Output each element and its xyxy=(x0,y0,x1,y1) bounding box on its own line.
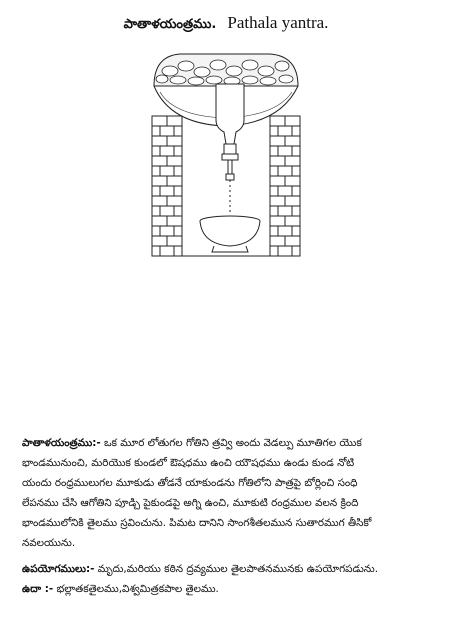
inner-bottle xyxy=(216,84,244,180)
page-title xyxy=(0,13,452,35)
title-telugu: పాతాళయంత్రము. xyxy=(123,17,217,32)
left-brick-wall xyxy=(152,116,182,256)
title-english: Pathala yantra. xyxy=(227,13,329,32)
uses-line: ఉపయోగములు:- మృదు,మరియు కఠిన ద్రవ్యముల తైలపాతనమునకు ఉపయోగపడును. xyxy=(22,563,379,575)
description-line-1: పాతాళయంత్రము:- ఒక మూర లోతుగల గోతిని త్రవ్వి అందు వెడల్పు మూతిగల యొక xyxy=(22,437,362,449)
description-line-6: నవలయును. xyxy=(22,537,76,549)
pathala-yantra-illustration xyxy=(140,46,310,266)
description-line-3: యందు రంధ్రములుగల మూకుడు తోడనే యాకుండను గోతిలోని పాత్రపై బోర్లించి సంధి xyxy=(22,477,358,489)
receiving-bowl xyxy=(200,216,260,252)
description-line-2: భాండమునుంచి, మరియొక కుండలో ఔషధము ఉంచి యౌషధము ఉండు కుండ నోటి xyxy=(22,457,355,469)
description-line-4: లేపనము చేసి ఆగోతిని పూడ్చి పైకుండపై అగ్ని ఉంచి, మూకుటి రంధ్రముల వలన క్రింది xyxy=(22,497,359,509)
description-block xyxy=(22,433,434,599)
right-brick-wall xyxy=(270,116,300,256)
description-label: పాతాళయంత్రము:- xyxy=(22,437,101,449)
example-label: ఉదా :- xyxy=(22,583,54,595)
uses-label: ఉపయోగములు:- xyxy=(22,563,95,575)
example-line: ఉదా :- భల్లాతకతైలము,విశ్వమిత్రకపాల తైలము. xyxy=(22,583,219,595)
description-line-5: భాండములోనికి తైలము స్రవించును. పిమట దానిని సాంగశీతలమున సుతారముగ తీసికో xyxy=(22,517,372,529)
